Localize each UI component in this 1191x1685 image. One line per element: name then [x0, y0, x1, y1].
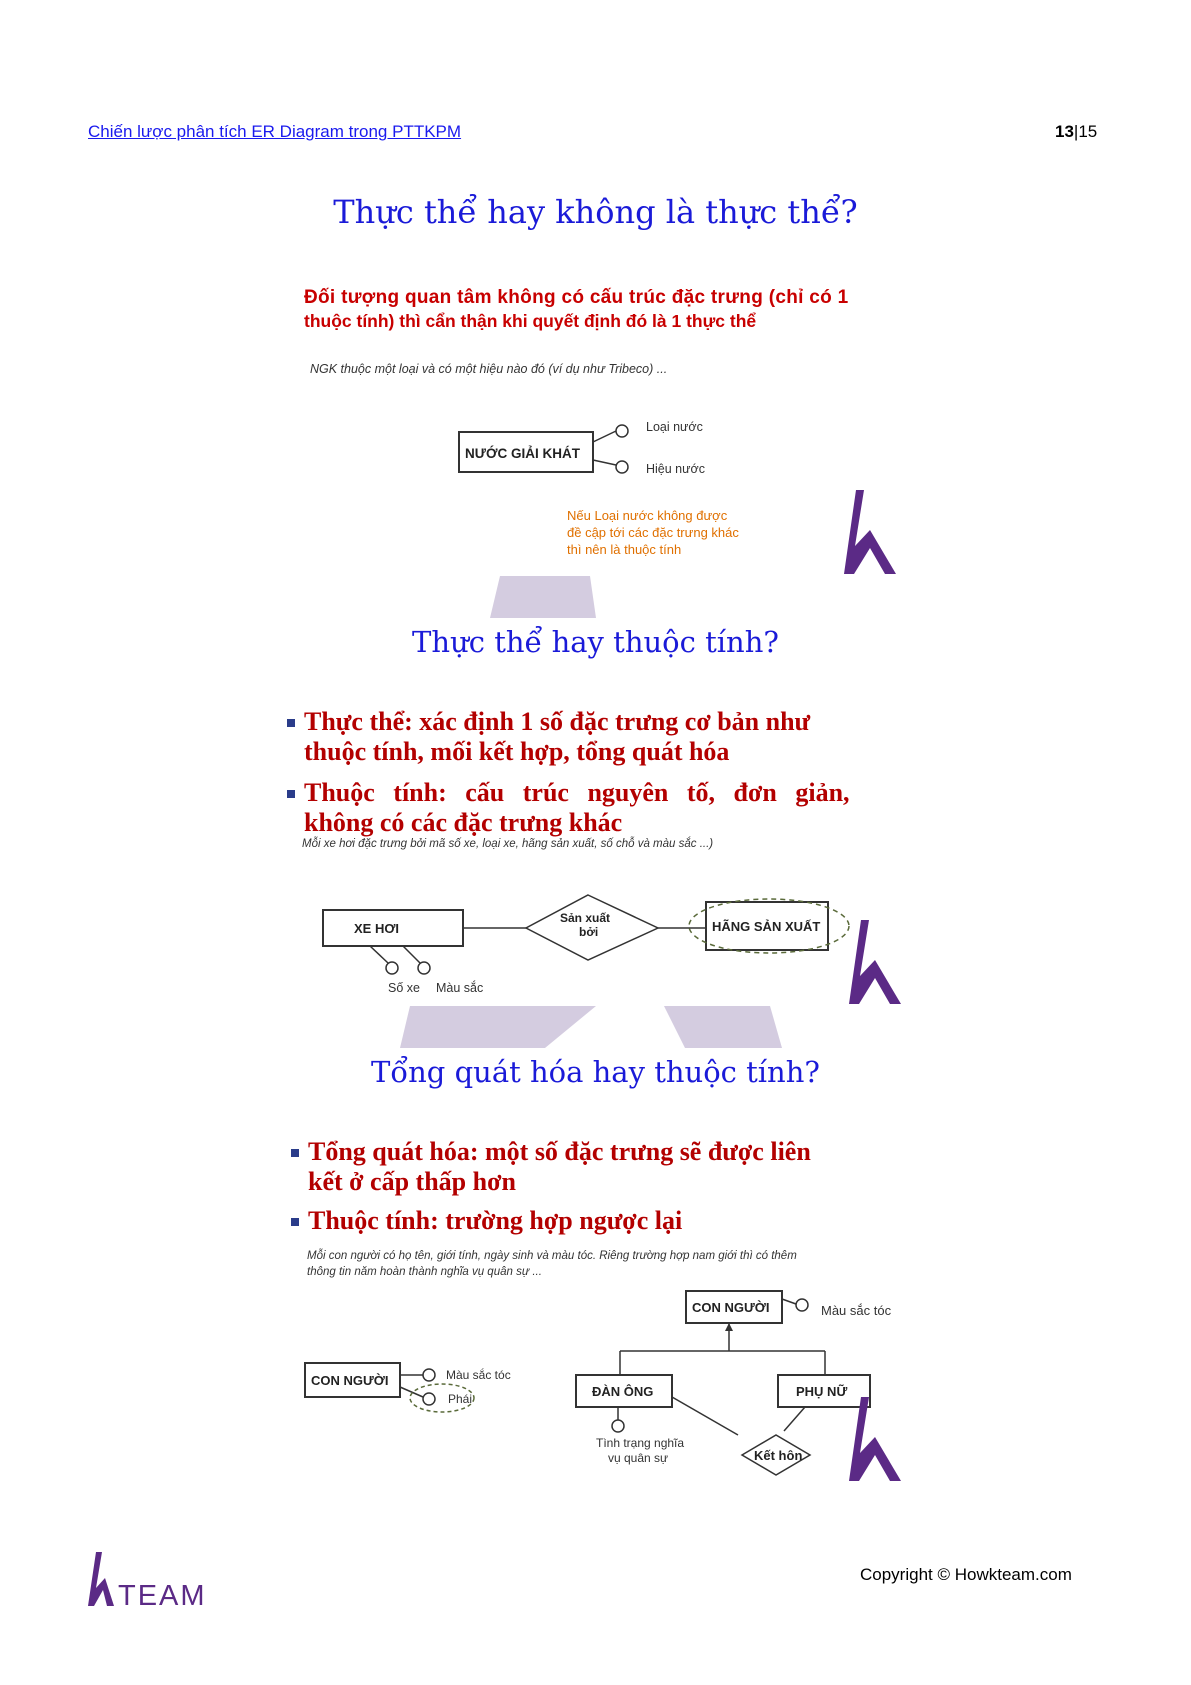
- footer-copyright: Copyright © Howkteam.com: [860, 1565, 1072, 1584]
- slide2-h-logo-icon: [845, 918, 905, 1004]
- orange-line2: đề cập tới các đặc trưng khác: [567, 525, 739, 540]
- slide2-bullet2-line2: không có các đặc trưng khác: [304, 808, 623, 837]
- slide3-note: [307, 1248, 797, 1280]
- slide3-title: Tổng quát hóa hay thuộc tính?: [371, 1055, 820, 1089]
- left-attr1-label: Màu sắc tóc: [446, 1368, 511, 1382]
- attr-circle: [418, 962, 430, 974]
- attr2-label: Hiệu nước: [646, 462, 705, 476]
- attr-circle: [616, 461, 628, 473]
- page-number: [1055, 122, 1097, 142]
- slide3-note-line1: Mỗi con người có họ tên, giới tính, ngày sinh và màu tóc. Riêng trường hợp nam giới thì có thêm: [307, 1250, 797, 1262]
- left-attr2-label: Phái: [448, 1392, 473, 1406]
- slide2-band-decoration: [400, 1006, 790, 1048]
- footer-logo-text: TEAM: [118, 1580, 207, 1612]
- bullet-icon: [291, 1218, 299, 1226]
- slide1-band-decoration: [490, 576, 600, 618]
- orange-line1: Nếu Loại nước không được: [567, 508, 728, 523]
- slide1-red-line2: thuộc tính) thì cẩn thận khi quyết định đó là 1 thực thể: [304, 311, 757, 331]
- relation-label: Kết hôn: [754, 1448, 803, 1463]
- attr-circle: [612, 1420, 624, 1432]
- slide1-orange-note: [567, 507, 739, 558]
- slide1-red-line1: Đối tượng quan tâm không có cấu trúc đặc trưng (chỉ có 1: [304, 287, 849, 308]
- slide3-left-diagram: [300, 1355, 530, 1435]
- entity2-label: HÃNG SẢN XUẤT: [712, 919, 821, 934]
- woman-label: PHỤ NỮ: [796, 1384, 848, 1399]
- page-total: 15: [1078, 122, 1098, 141]
- document-title-link[interactable]: Chiến lược phân tích ER Diagram trong PTTKPM: [88, 122, 462, 141]
- left-entity-label: CON NGƯỜI: [311, 1373, 389, 1388]
- slide3-bullet2: Thuộc tính: trường hợp ngược lại: [308, 1206, 683, 1235]
- man-label: ĐÀN ÔNG: [592, 1384, 654, 1399]
- attr-circle: [423, 1393, 435, 1405]
- slide3-h-logo-icon: [845, 1395, 905, 1481]
- entity1-label: XE HƠI: [354, 921, 400, 936]
- slide2-note: Mỗi xe hơi đặc trưng bởi mã số xe, loại xe, hãng sản xuất, số chỗ và màu sắc ...): [302, 838, 714, 850]
- slide2-bullet2: [304, 778, 914, 838]
- attr-circle: [796, 1299, 808, 1311]
- slide2-bullet1-line1: Thực thể: xác định 1 số đặc trưng cơ bản như: [304, 707, 811, 736]
- footer-h-logo-icon: [86, 1550, 116, 1606]
- man-attr-line1: Tình trạng nghĩa: [596, 1436, 685, 1450]
- top-attr-label: Màu sắc tóc: [821, 1303, 892, 1318]
- man-attr-line2: vụ quân sự: [608, 1451, 669, 1465]
- slide1-title: Thực thể hay không là thực thể?: [333, 193, 858, 231]
- page-current: 13: [1055, 122, 1074, 141]
- attr2-label: Màu sắc: [436, 981, 484, 995]
- slide1-er-diagram: [440, 405, 780, 485]
- bullet-icon: [287, 719, 295, 727]
- page-separator: |: [1073, 122, 1079, 141]
- slide2-bullet1-line2: thuộc tính, mối kết hợp, tổng quát hóa: [304, 737, 730, 766]
- slide1-note: NGK thuộc một loại và có một hiệu nào đó (ví dụ như Tribeco) ...: [310, 362, 668, 376]
- relation-label-line2: bởi: [579, 925, 599, 939]
- attr1-label: Loại nước: [646, 420, 703, 434]
- slide3-note-line2: thông tin năm hoàn thành nghĩa vụ quân sự ...: [307, 1266, 542, 1278]
- attr-circle: [616, 425, 628, 437]
- attr1-label: Số xe: [388, 981, 420, 995]
- slide2-title: Thực thể hay thuộc tính?: [412, 625, 779, 659]
- orange-line3: thì nên là thuộc tính: [567, 542, 682, 557]
- slide3-bullet1: [308, 1137, 918, 1197]
- attr-circle: [423, 1369, 435, 1381]
- slide3-bullet1-line1: Tổng quát hóa: một số đặc trưng sẽ được liên: [308, 1137, 811, 1166]
- slide2-bullet1: [304, 707, 914, 767]
- attr-circle: [386, 962, 398, 974]
- slide2-er-diagram: [318, 890, 858, 1000]
- slide3-bullet1-line2: kết ở cấp thấp hơn: [308, 1167, 516, 1196]
- relation-label-line1: Sản xuất: [560, 911, 611, 925]
- slide2-bullet2-line1: Thuộc tính: cấu trúc nguyên tố, đơn giản,: [304, 778, 850, 807]
- slide1-h-logo-icon: [840, 488, 900, 574]
- bullet-icon: [287, 790, 295, 798]
- top-entity-label: CON NGƯỜI: [692, 1300, 770, 1315]
- entity-label: NƯỚC GIẢI KHÁT: [465, 446, 580, 461]
- bullet-icon: [291, 1149, 299, 1157]
